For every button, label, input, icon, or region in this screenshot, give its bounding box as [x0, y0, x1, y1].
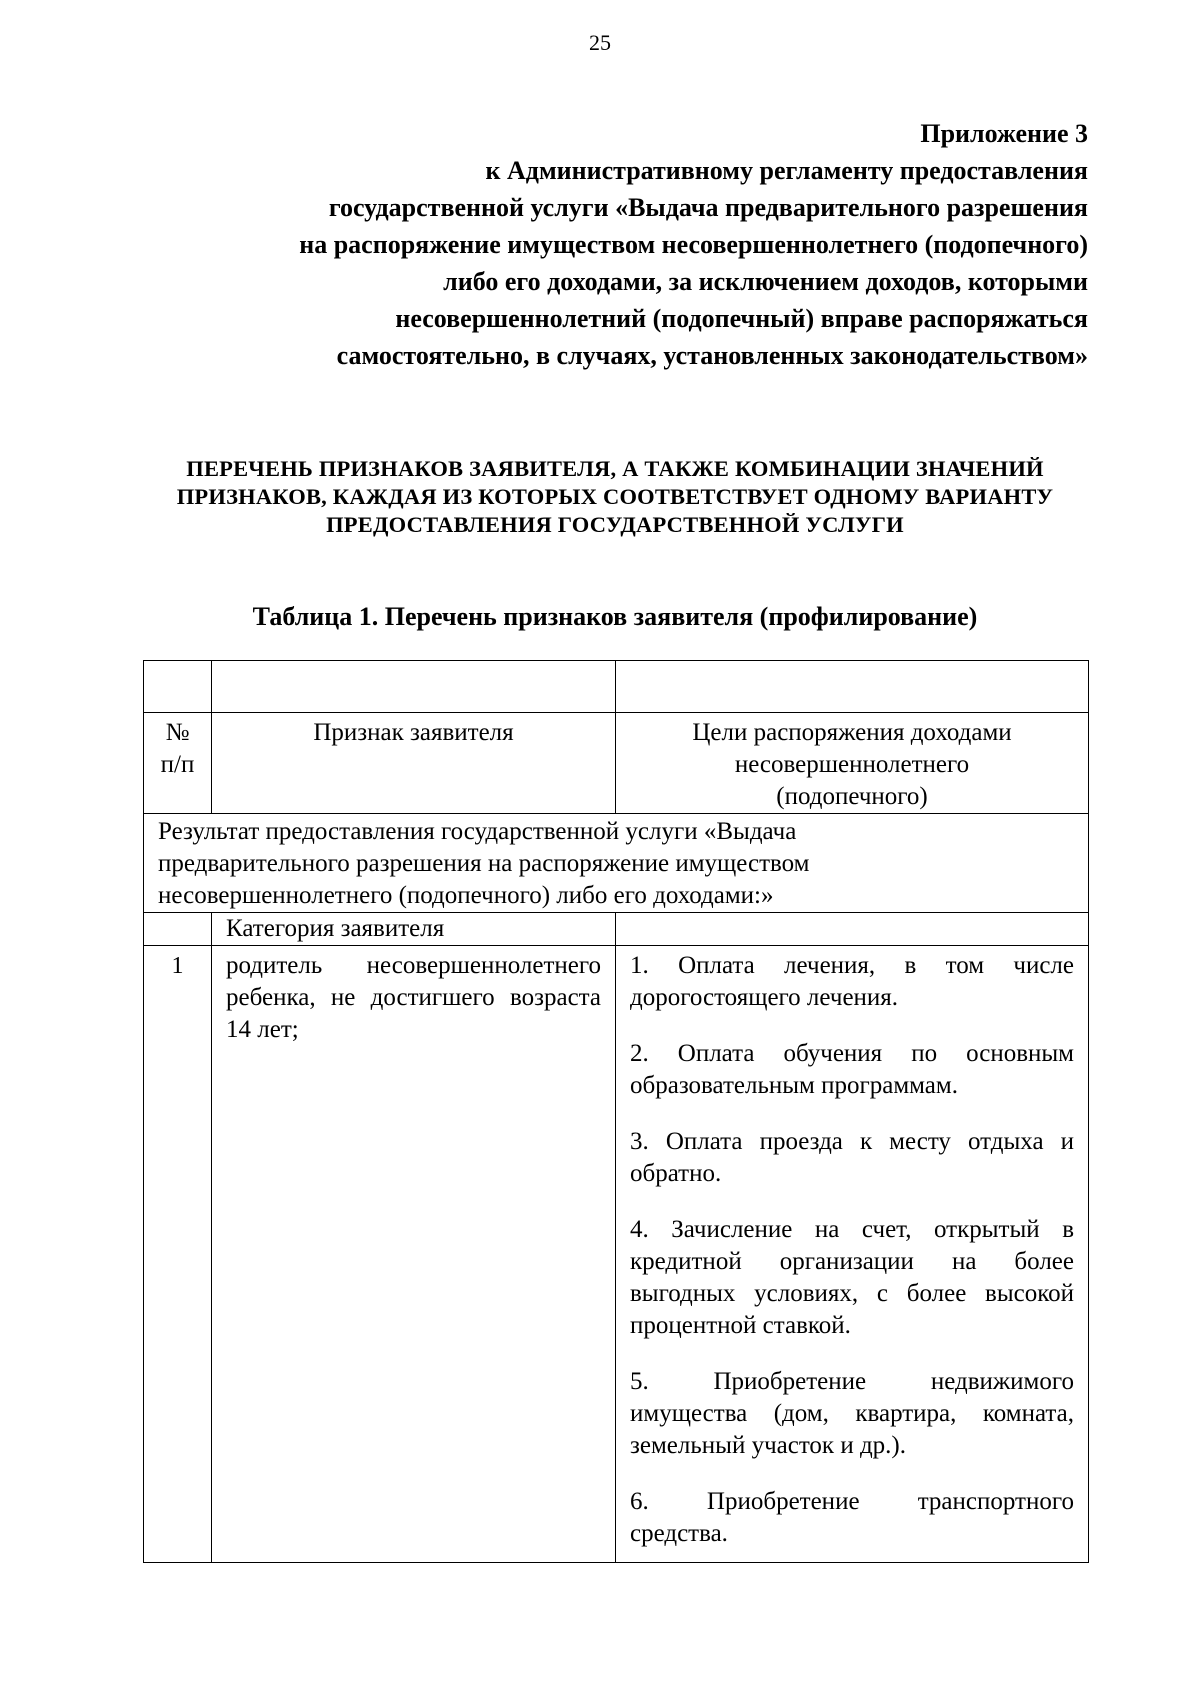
category-empty-cell — [144, 913, 212, 946]
table-row — [144, 946, 1089, 1563]
goals-list — [616, 946, 1089, 1563]
table-header-row — [144, 713, 1089, 814]
appendix-line: Приложение 3 — [920, 119, 1088, 148]
empty-cell — [616, 661, 1089, 713]
category-empty-cell — [616, 913, 1089, 946]
header-attribute: Признак заявителя — [212, 713, 616, 814]
appendix-line: государственной услуги «Выдача предварительного разрешения — [328, 193, 1088, 222]
goal-item: 1. Оплата лечения, в том числе дорогостоящего лечения. — [630, 952, 1074, 1011]
document-heading — [140, 455, 1090, 539]
result-row — [144, 814, 1089, 913]
heading-line: ПРЕДОСТАВЛЕНИЯ ГОСУДАРСТВЕННОЙ УСЛУГИ — [326, 512, 904, 537]
empty-cell — [144, 661, 212, 713]
goal-item: 3. Оплата проезда к месту отдыха и обратно. — [630, 1128, 1074, 1187]
appendix-line: на распоряжение имуществом несовершеннолетнего (подопечного) — [299, 230, 1088, 259]
category-row — [144, 913, 1089, 946]
header-number: № п/п — [144, 713, 212, 814]
applicant-attributes-table — [143, 660, 1089, 1563]
goal-item: 2. Оплата обучения по основным образовательным программам. — [630, 1040, 1074, 1099]
empty-row — [144, 661, 1089, 713]
appendix-line: либо его доходами, за исключением доходов, которыми — [443, 267, 1088, 296]
category-label: Категория заявителя — [212, 913, 616, 946]
table-caption: Таблица 1. Перечень признаков заявителя (профилирование) — [252, 602, 978, 631]
header-goals: Цели распоряжения доходами несовершеннолетнего (подопечного) — [616, 713, 1089, 814]
page-number: 25 — [589, 30, 611, 55]
appendix-line: самостоятельно, в случаях, установленных законодательством» — [336, 341, 1088, 370]
empty-cell — [212, 661, 616, 713]
goal-item: 6. Приобретение транспортного средства. — [630, 1488, 1074, 1547]
appendix-line: к Административному регламенту предоставления — [485, 156, 1088, 185]
goal-item: 5. Приобретение недвижимого имущества (дом, квартира, комната, земельный участок и др.). — [630, 1368, 1074, 1459]
applicant-description: родитель несовершеннолетнего ребенка, не достигшего возраста 14 лет; — [212, 946, 616, 1563]
heading-line: ПРИЗНАКОВ, КАЖДАЯ ИЗ КОТОРЫХ СООТВЕТСТВУЕТ ОДНОМУ ВАРИАНТУ — [176, 484, 1054, 509]
result-cell: Результат предоставления государственной услуги «Выдача предварительного разрешения на распоряжение имуществом несовершеннолетнего (подопечного) либо его доходами:» — [144, 814, 1089, 913]
goal-item: 4. Зачисление на счет, открытый в кредитной организации на более выгодных условиях, с более высокой процентной ставкой. — [630, 1216, 1074, 1339]
appendix-header — [188, 115, 1088, 374]
row-number: 1 — [144, 946, 212, 1563]
heading-line: ПЕРЕЧЕНЬ ПРИЗНАКОВ ЗАЯВИТЕЛЯ, А ТАКЖЕ КОМБИНАЦИИ ЗНАЧЕНИЙ — [186, 456, 1044, 481]
appendix-line: несовершеннолетний (подопечный) вправе распоряжаться — [395, 304, 1088, 333]
